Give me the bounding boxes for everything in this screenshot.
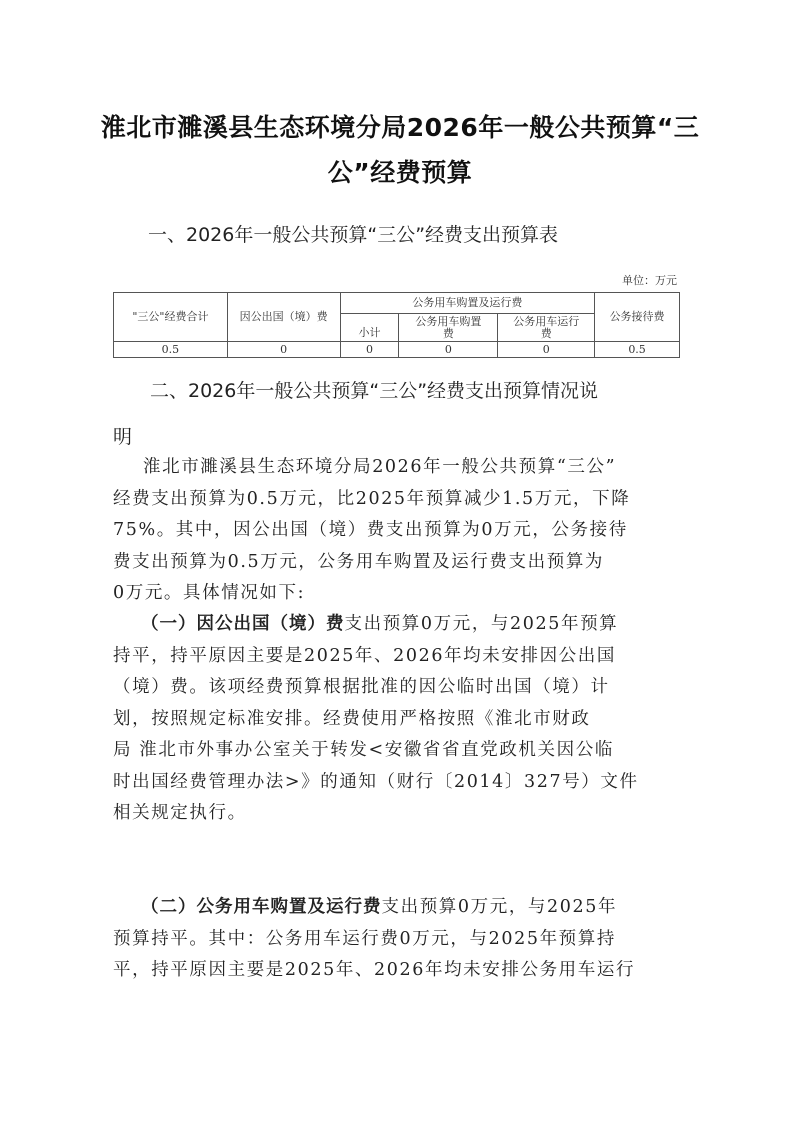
item-2-title: （二）公务用车购置及运行费	[141, 897, 382, 917]
paragraph-line: 局 淮北市外事办公室关于转发<安徽省省直党政机关因公临	[113, 740, 614, 760]
paragraph-line: （境）费。该项经费预算根据批准的因公临时出国（境）计	[113, 677, 610, 697]
unit-label: 单位：万元	[622, 274, 677, 287]
header-abroad: 因公出国（境）费	[227, 293, 340, 342]
paragraph-line: 预算持平。其中：公务用车运行费0万元，与2025年预算持	[113, 928, 616, 949]
header-reception: 公务接待费	[595, 293, 680, 342]
paragraph-line: 平，持平原因主要是2025年、2026年均未安排公务用车运行	[113, 960, 636, 980]
item-1-first-line-rest: 支出预算0万元，与2025年预算	[344, 614, 619, 634]
table-row	[114, 342, 680, 358]
paragraph-line	[113, 892, 683, 924]
value-operation: 0	[498, 342, 595, 358]
intro-paragraph	[113, 452, 683, 610]
value-abroad: 0	[227, 342, 340, 358]
budget-table	[113, 292, 680, 358]
paragraph-line: 相关规定执行。	[113, 803, 247, 823]
item-1-title: （一）因公出国（境）费	[141, 614, 345, 634]
value-total: 0.5	[114, 342, 228, 358]
header-subtotal: 小计	[340, 314, 399, 342]
paragraph-line	[113, 609, 683, 641]
paragraph-line: 淮北市濉溪县生态环境分局2026年一般公共预算“三公”	[143, 457, 617, 477]
value-purchase: 0	[399, 342, 498, 358]
paragraph-line: 持平，持平原因主要是2025年、2026年均未安排因公出国	[113, 645, 616, 666]
item-1-paragraph	[113, 609, 683, 830]
header-operation: 公务用车运行费	[498, 314, 595, 342]
header-purchase: 公务用车购置费	[399, 314, 498, 342]
header-total: "三公"经费合计	[114, 293, 228, 342]
paragraph-line: 划，按照规定标准安排。经费使用严格按照《淮北市财政	[113, 708, 591, 729]
value-subtotal: 0	[340, 342, 399, 358]
item-2-paragraph	[113, 892, 683, 987]
document-title-line-1: 淮北市濉溪县生态环境分局2026年一般公共预算“三	[100, 113, 700, 142]
item-2-first-line-rest: 支出预算0万元，与2025年	[381, 897, 618, 917]
paragraph-line: 0万元。具体情况如下:	[113, 583, 306, 603]
paragraph-line: 经费支出预算为0.5万元，比2025年预算减少1.5万元，下降	[113, 488, 631, 509]
paragraph-line: 时出国经费管理办法>》的通知（财行〔2014〕327号）文件	[113, 771, 639, 792]
document-title-line-2: 公”经费预算	[327, 158, 473, 187]
section-1-heading: 一、2026年一般公共预算“三公”经费支出预算表	[148, 224, 559, 246]
header-vehicle-group: 公务用车购置及运行费	[340, 293, 595, 314]
paragraph-line: 费支出预算为0.5万元，公务用车购置及运行费支出预算为	[113, 551, 605, 572]
section-2-heading-line-1: 二、2026年一般公共预算“三公”经费支出预算情况说	[150, 380, 599, 402]
paragraph-line: 75%。其中，因公出国（境）费支出预算为0万元，公务接待	[113, 520, 628, 540]
value-reception: 0.5	[595, 342, 680, 358]
section-2-heading-line-2: 明	[113, 426, 133, 448]
